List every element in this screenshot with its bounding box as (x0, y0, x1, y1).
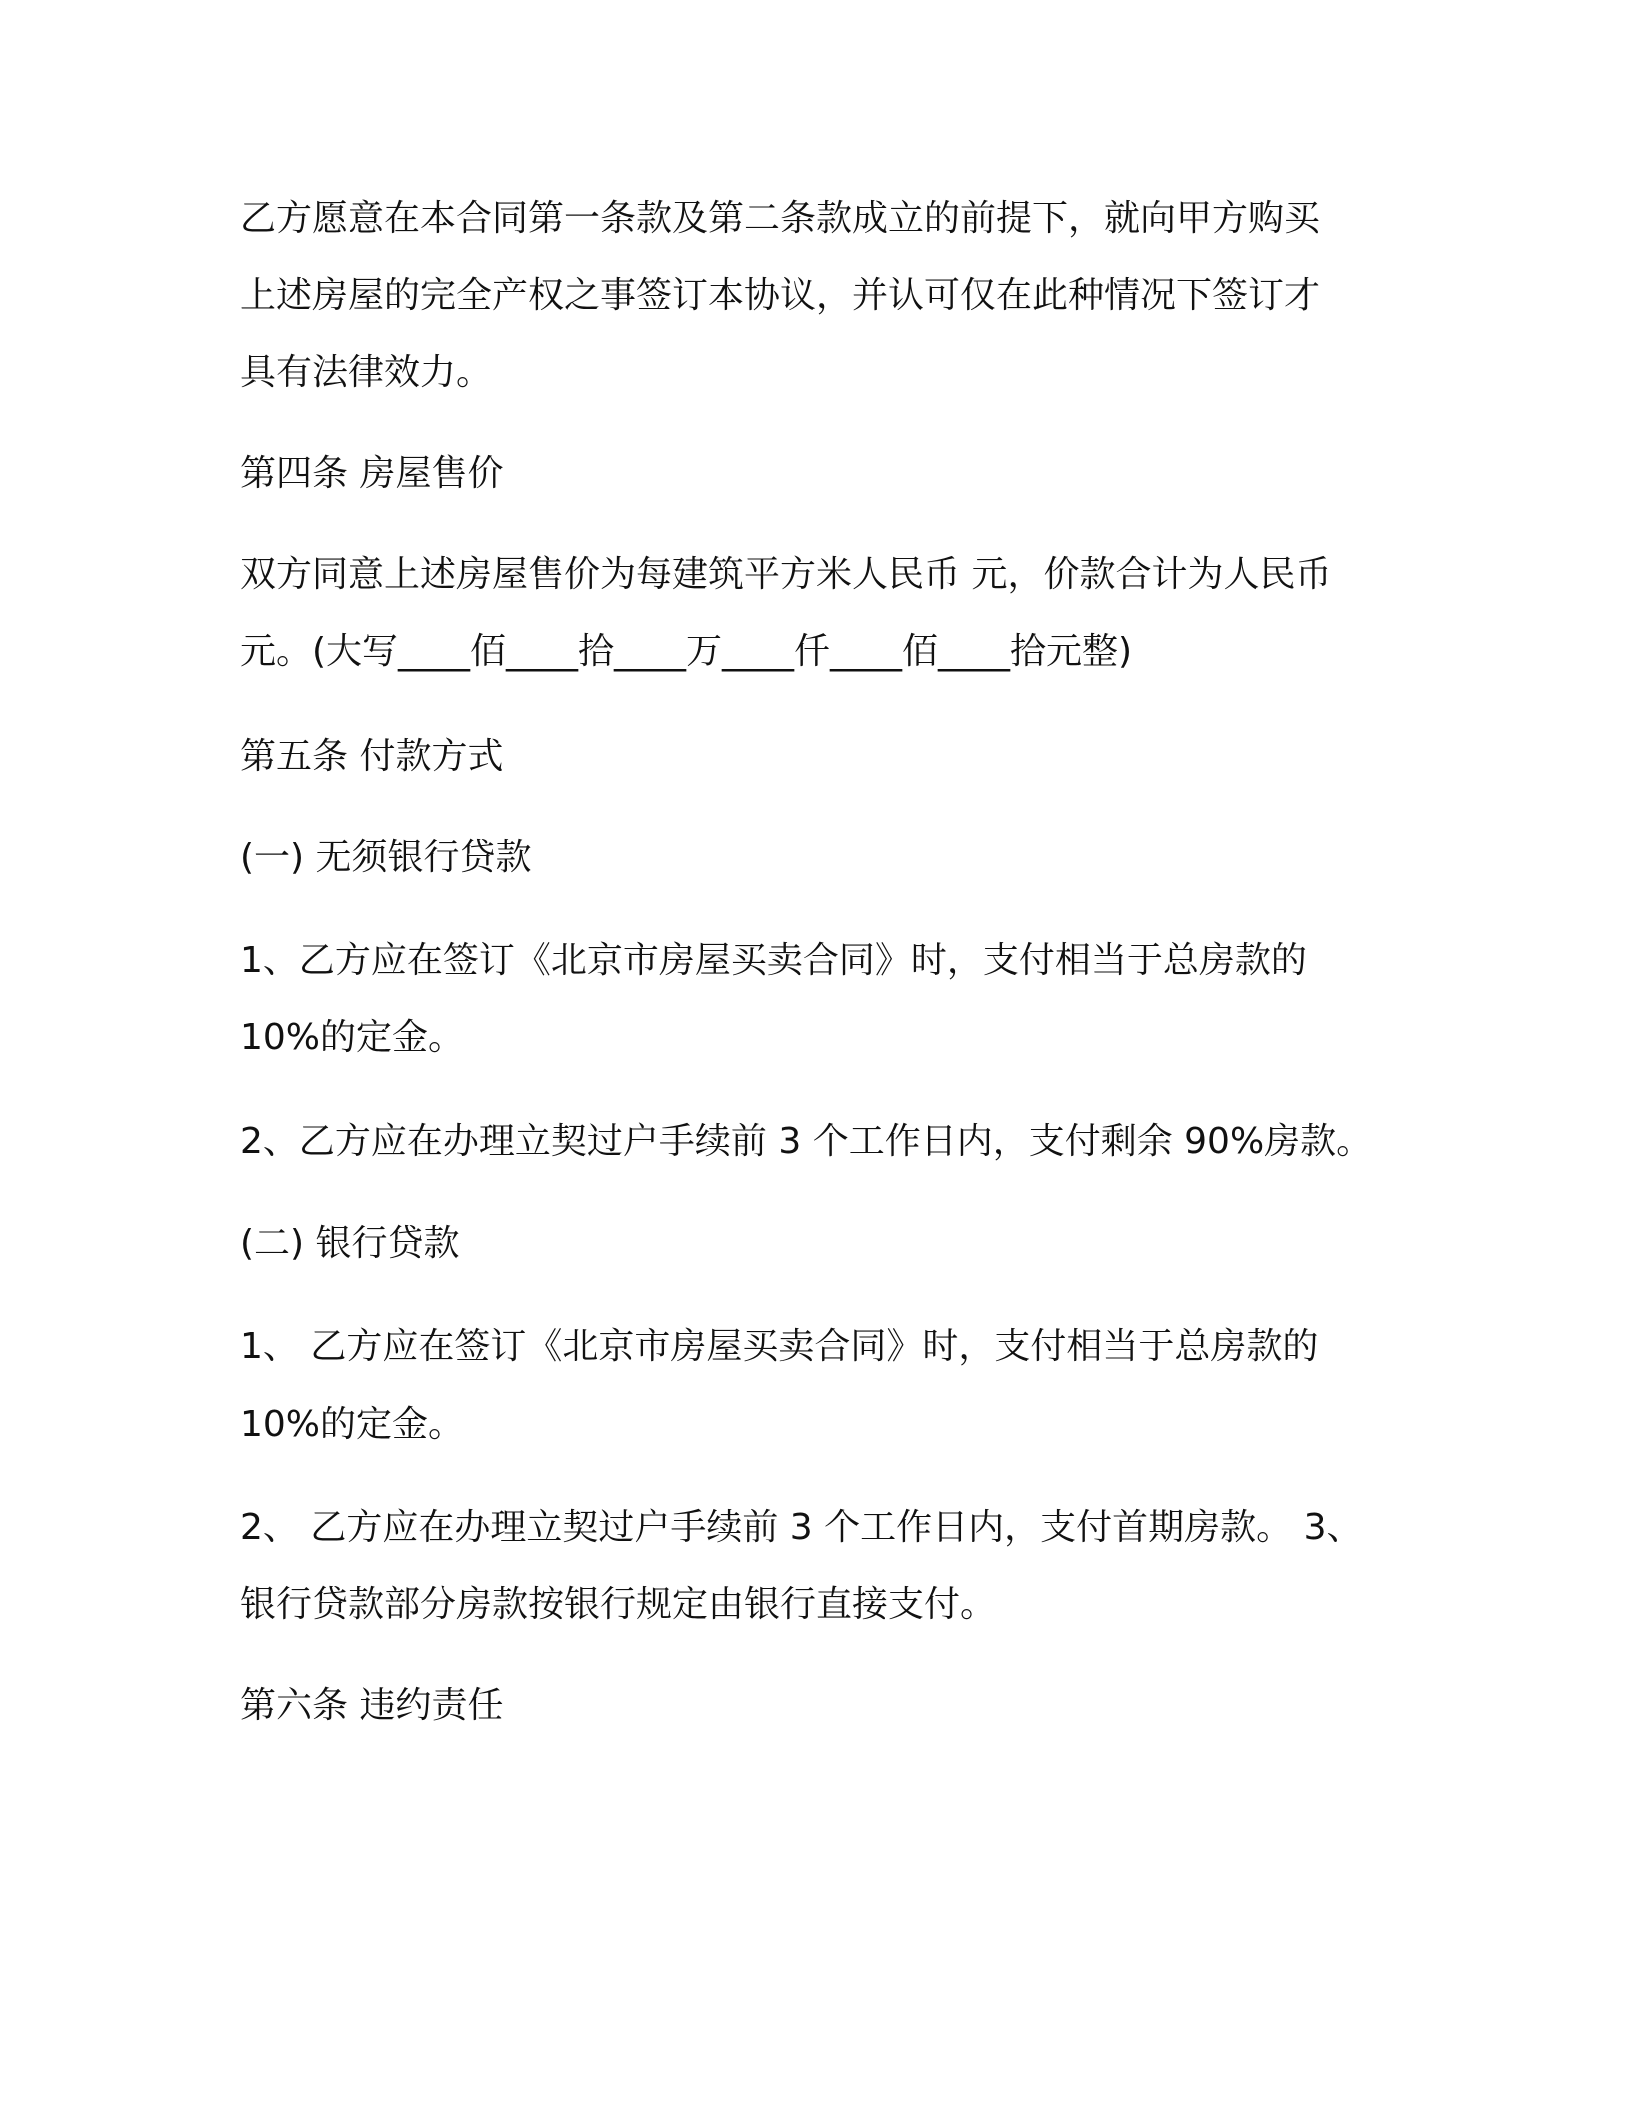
paragraph-line: 具有法律效力。 (240, 352, 493, 393)
subsection-heading: (一) 无须银行贷款 (240, 837, 532, 878)
paragraph-line: 元。(大写____佰____拾____万____仟____佰____拾元整) (240, 631, 1133, 672)
paragraph-line: 银行贷款部分房款按银行规定由银行直接支付。 (240, 1584, 997, 1625)
subsection-heading: (二) 银行贷款 (240, 1223, 460, 1264)
paragraph-line: 乙方愿意在本合同第一条款及第二条款成立的前提下，就向甲方购买 (240, 198, 1321, 239)
paragraph-line: 1、 乙方应在签订《北京市房屋买卖合同》时，支付相当于总房款的 (240, 1326, 1319, 1367)
paragraph-line: 双方同意上述房屋售价为每建筑平方米人民币 元，价款合计为人民币 (240, 554, 1332, 595)
paragraph-line: 2、 乙方应在办理立契过户手续前 3 个工作日内，支付首期房款。 3、 (240, 1507, 1363, 1548)
paragraph-line: 上述房屋的完全产权之事签订本协议，并认可仅在此种情况下签订才 (240, 275, 1321, 316)
section-heading: 第五条 付款方式 (240, 736, 504, 777)
paragraph-line: 10%的定金。 (240, 1404, 465, 1445)
section-heading: 第四条 房屋售价 (240, 453, 504, 494)
section-heading: 第六条 违约责任 (240, 1685, 504, 1726)
paragraph-line: 1、乙方应在签订《北京市房屋买卖合同》时，支付相当于总房款的 (240, 940, 1307, 981)
paragraph-line: 2、乙方应在办理立契过户手续前 3 个工作日内，支付剩余 90%房款。 (240, 1121, 1373, 1162)
paragraph-line: 10%的定金。 (240, 1017, 465, 1058)
